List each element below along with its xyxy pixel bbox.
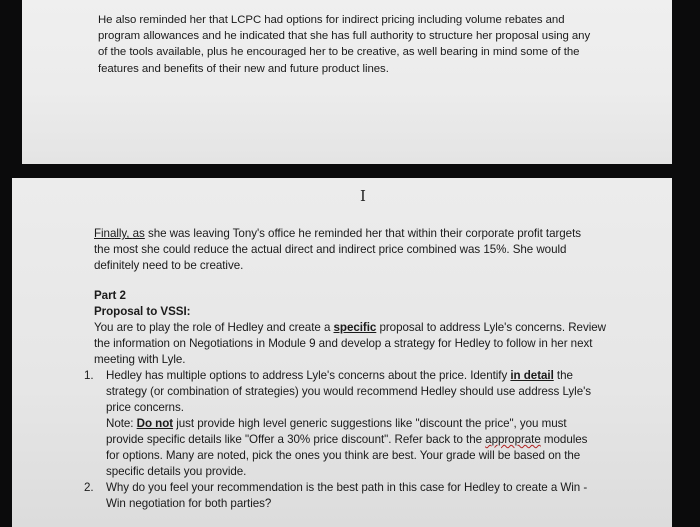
text-line	[94, 226, 581, 242]
document-page-top	[22, 0, 672, 164]
text-line: He also reminded her that LCPC had options for indirect pricing including volume rebates and	[98, 14, 565, 26]
text-line	[106, 416, 591, 432]
text-span: she was leaving Tony's office he reminded her that within their corporate profit targets	[144, 227, 582, 240]
text-line: the information on Negotiations in Module 9 and develop a strategy for Hedley to follow in her next	[94, 337, 593, 350]
text-line: Win negotiation for both parties?	[106, 497, 272, 510]
text-line: the most she could reduce the actual direct and indirect price combined was 15%. She would	[94, 243, 567, 256]
text-line: program allowances and he indicated that she has full authority to structure her proposal using any	[98, 30, 591, 43]
text-span: proposal to address Lyle's concerns. Review	[376, 321, 606, 334]
text-line: definitely need to be creative.	[94, 259, 244, 272]
proposal-heading: Proposal to VSSI:	[94, 305, 191, 318]
part2-section	[94, 288, 606, 368]
note-label: Note:	[106, 417, 137, 430]
text-span: modules	[540, 433, 588, 446]
text-span: You are to play the role of Hedley and create a	[94, 321, 334, 334]
list-item	[84, 480, 591, 512]
emphasis-do-not: Do not	[136, 417, 174, 430]
text-line	[94, 320, 606, 336]
underlined-word: Finally,	[94, 227, 133, 240]
item-number: 1.	[84, 369, 94, 382]
item-number: 2.	[84, 481, 94, 494]
text-span: Hedley has multiple options to address Lyle's concerns about the price. Identify	[106, 369, 511, 382]
top-paragraph	[98, 12, 672, 77]
part2-heading: Part 2	[94, 289, 126, 302]
text-line	[106, 368, 591, 384]
finally-paragraph	[94, 226, 581, 274]
text-line: Why do you feel your recommendation is the best path in this case for Hedley to create a Win -	[106, 481, 588, 494]
text-line	[106, 432, 591, 448]
text-line: for options. Many are noted, pick the ones you think are best. Your grade will be based on the	[106, 449, 581, 462]
text-span: the	[553, 369, 573, 382]
text-line: specific details you provide.	[106, 465, 247, 478]
text-line: features and benefits of their new and future product lines.	[98, 62, 389, 75]
list-item	[84, 368, 591, 480]
question-list	[84, 368, 591, 512]
document-page-bottom	[12, 178, 672, 527]
text-span: provide specific details like "Offer a 30% price discount". Refer back to the	[106, 433, 486, 446]
misspelled-word: approprate	[485, 433, 541, 446]
text-line: strategy (or combination of strategies) you would recommend Hedley should use address Lyle's	[106, 385, 592, 398]
text-line: meeting with Lyle.	[94, 353, 186, 366]
text-line: price concerns.	[106, 401, 184, 414]
emphasis-in-detail: in detail	[510, 369, 554, 382]
text-cursor-icon: I	[360, 187, 366, 205]
text-line: of the tools available, plus he encouraged her to be creative, as well bearing in mind some of the	[98, 46, 580, 59]
underlined-word: as	[132, 227, 145, 240]
text-span: just provide high level generic suggestions like "discount the price", you must	[173, 417, 567, 430]
emphasis-specific: specific	[333, 321, 377, 334]
